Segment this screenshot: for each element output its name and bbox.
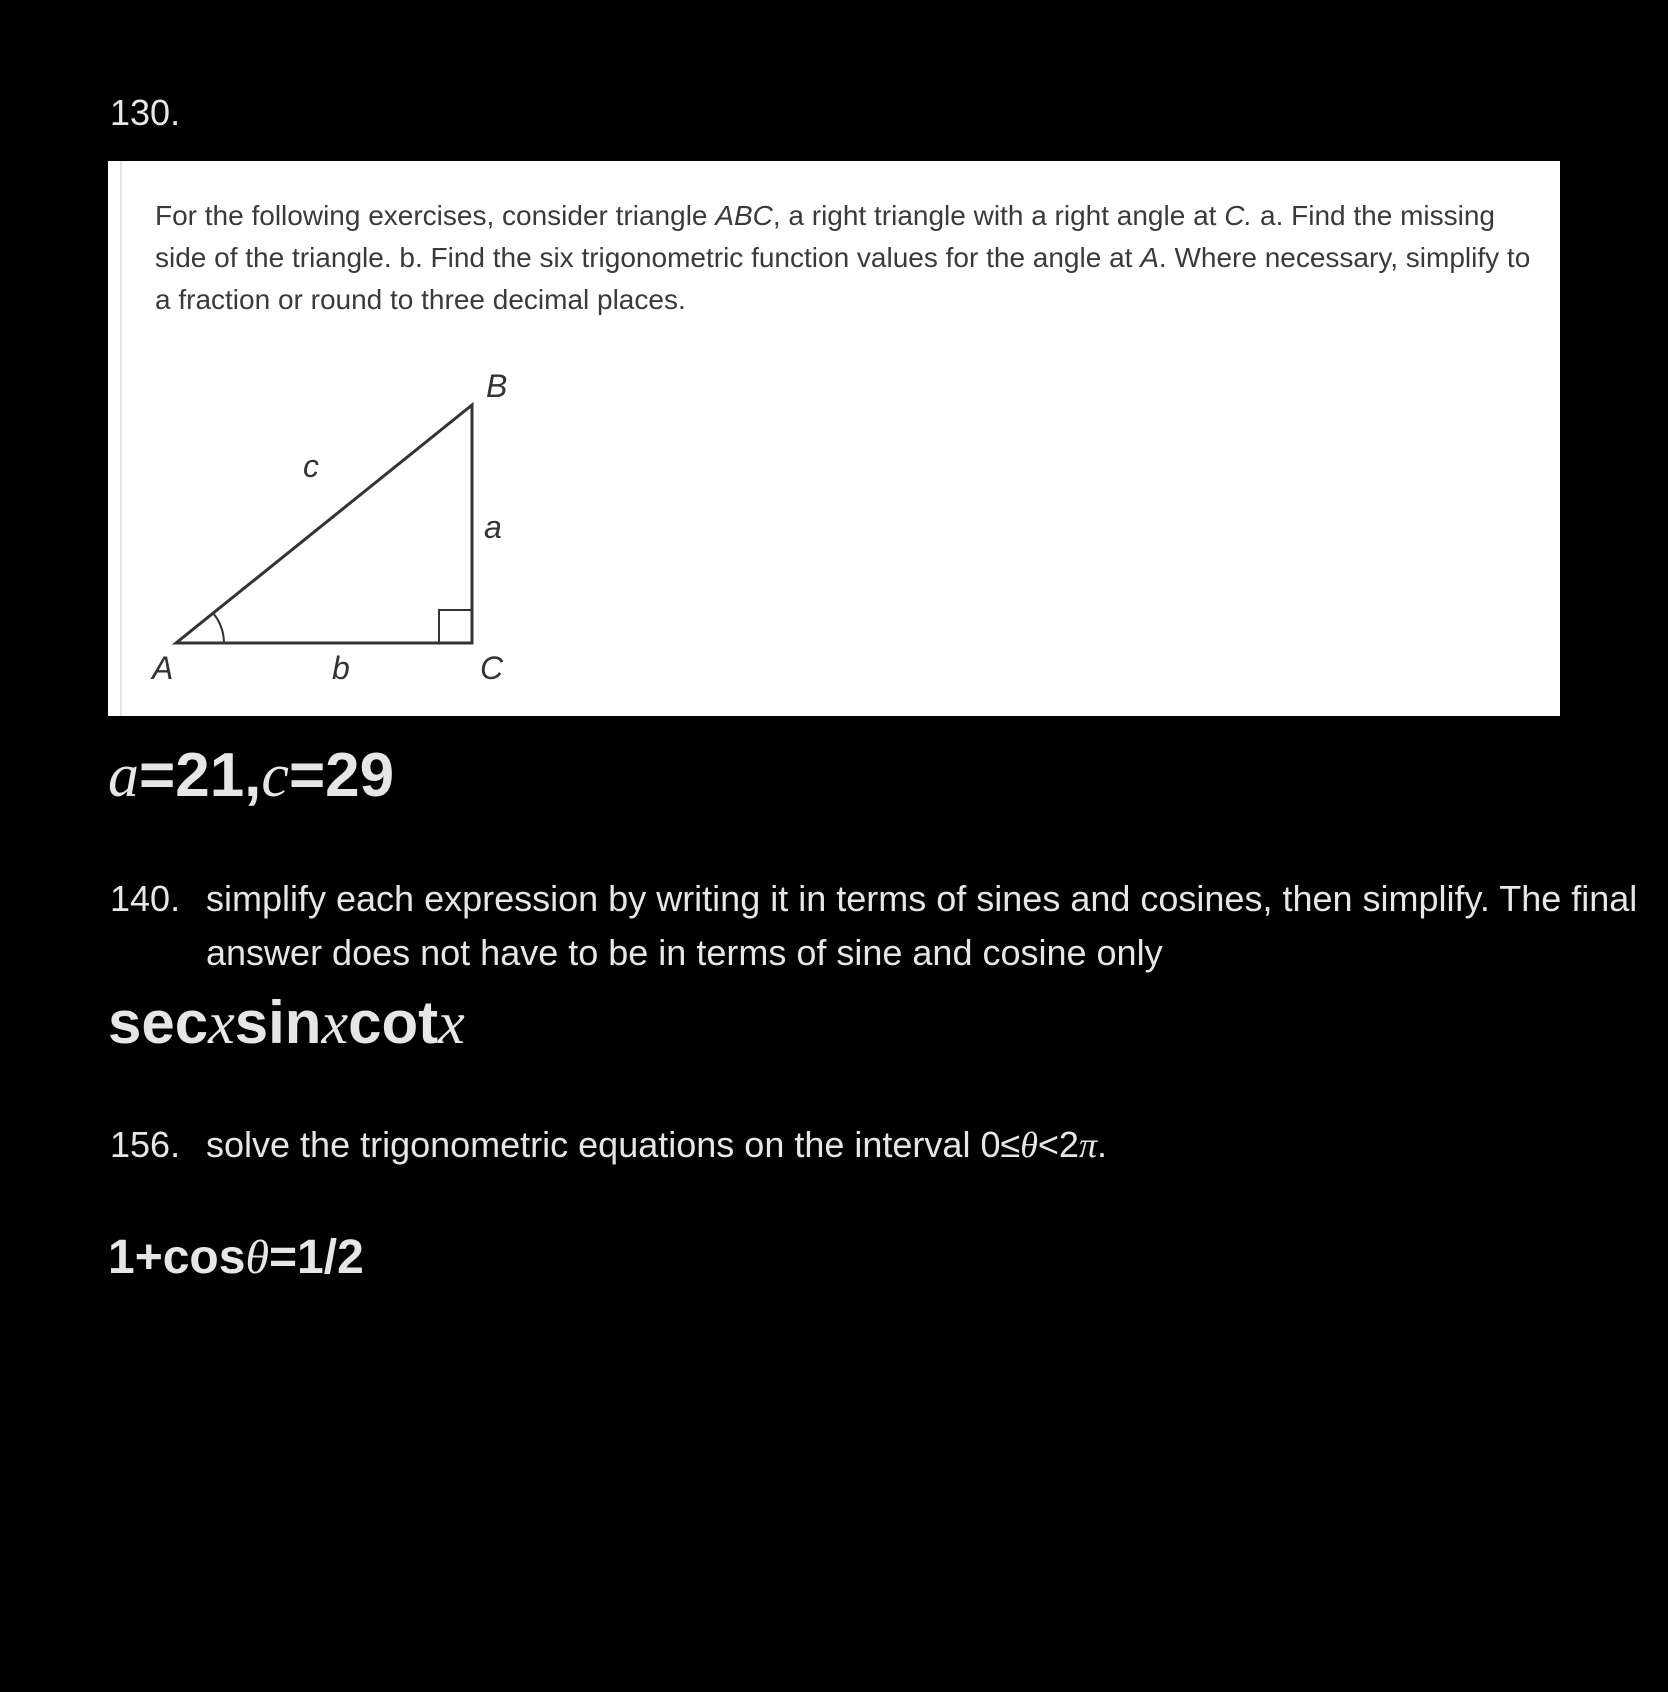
problem-130-number: 130. [110,92,181,133]
problem-130-instructions [155,195,1545,321]
problem-156-end: . [1097,1124,1108,1165]
problem-140-expression [108,988,465,1058]
expr-x-2: x [321,990,349,1056]
problem-130-card [108,161,1560,716]
instructions-c: C. [1224,200,1253,231]
side-b-label: b [332,650,350,681]
right-angle-marker [439,610,472,643]
problem-140-number: 140. [110,878,181,919]
eq-lhs: 1+cos [108,1231,246,1284]
problem-156 [110,1118,1646,1172]
problem-140-text: simplify each expression by writing it in terms of sines and cosines, then simplify. The final answer does not have to be in terms of sine and cosine only [206,878,1638,973]
vertex-c-label: C [480,650,504,681]
vertex-a-label: A [152,650,174,681]
instructions-a: A [1140,242,1159,273]
problem-156-equation [108,1230,364,1285]
given-var-a: a [108,742,139,810]
problem-156-number: 156. [110,1124,181,1165]
problem-130-given-values [108,740,394,812]
given-var-c: c [261,742,289,810]
problem-156-pi: π [1078,1125,1097,1165]
instructions-part-4: . Where necessary, simplify to a fraction or round to three decimal places. [155,242,1531,315]
side-c-label: c [303,448,319,484]
problem-140 [110,872,1646,980]
problem-156-text-main: solve the trigonometric equations on the interval 0≤ [206,1124,1021,1165]
problem-156-text [206,1118,1646,1172]
card-left-rule [120,161,122,716]
expr-cot: cot [348,989,439,1056]
side-a-label: a [484,509,502,545]
instructions-abc: ABC [715,200,773,231]
expr-x-3: x [438,990,465,1056]
problem-156-lt2: <2 [1037,1124,1079,1165]
problem-156-theta: θ [1020,1125,1038,1165]
vertex-b-label: B [486,368,508,404]
eq-rhs: =1/2 [269,1231,364,1284]
expr-sin: sin [234,989,322,1056]
right-triangle-diagram [148,341,568,681]
expr-x-1: x [208,990,235,1056]
angle-a-arc [213,613,224,643]
given-eq-2: =29 [288,741,395,810]
expr-sec: sec [108,989,209,1056]
instructions-part-3: a. Find the missing side of the triangle. b. Find the six trigonometric function values for the angle at [155,200,1495,273]
instructions-part-2: , a right triangle with a right angle at [772,200,1225,231]
instructions-part-1: For the following exercises, consider triangle [155,200,716,231]
given-eq-1: =21, [139,741,262,810]
eq-theta: θ [245,1231,270,1284]
triangle-shape [176,405,472,643]
